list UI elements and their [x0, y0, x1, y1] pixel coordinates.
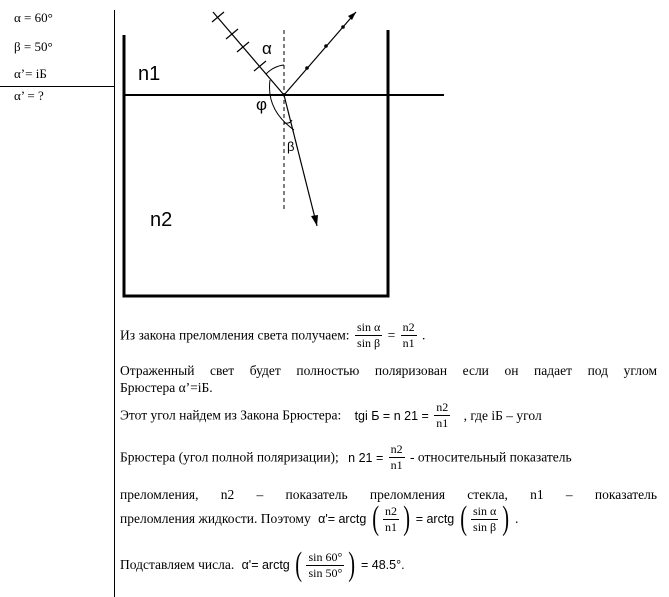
arctg-formula-2: = arctg [415, 512, 455, 526]
brewster-tail: , где iБ – угол [463, 407, 542, 423]
substitute-text: Подставляем числа. [120, 557, 235, 572]
paren-close-3: ) [348, 546, 356, 583]
fraction-sin [355, 320, 382, 351]
given-alpha: α = 60° [14, 10, 53, 25]
result-value: = 48.5°. [360, 558, 405, 572]
frac-arctg-num: n2 [384, 503, 397, 518]
solution-line-7 [120, 548, 405, 582]
fraction-n-arctg [383, 504, 399, 535]
brewster-desc: Брюстера (угол полной поляризации); [120, 449, 339, 465]
reflected-arrowhead [348, 12, 356, 20]
equals-sign: = [387, 327, 396, 343]
paren-open-1: ( [371, 500, 379, 537]
frac-n21-num: n2 [390, 442, 403, 456]
solution-line-5: преломления, n2 – показатель преломления стекла, n1 – показатель [120, 487, 657, 502]
paren-open-3: ( [295, 546, 303, 583]
period-2: . [514, 511, 519, 526]
paren-close-2: ) [502, 500, 510, 537]
frac-brewster-num: n2 [436, 400, 449, 414]
beta-label: β [287, 139, 295, 154]
frac-sin-arctg-den: sin β [473, 519, 497, 534]
fraction-n21 [389, 442, 405, 473]
frac-sin60: sin 60° [308, 549, 343, 564]
alpha-label: α [262, 39, 272, 58]
given-beta: β = 50° [14, 39, 53, 54]
n21-formula: n 21 = [348, 450, 384, 465]
frac-sin50: sin 50° [308, 565, 343, 580]
solution-para-2a: Отраженный свет будет полностью поляризован если он падает под углом [120, 363, 657, 378]
fraction-n-brewster [434, 400, 450, 431]
frac-n-num: n2 [402, 320, 415, 334]
frac-arctg-den: n1 [384, 519, 397, 534]
snell-intro: Из закона преломления света получаем: [120, 327, 350, 343]
solution-line-3 [120, 400, 657, 431]
refracted-arrowhead [311, 215, 318, 226]
frac-brewster-den: n1 [436, 416, 449, 430]
period: . [421, 327, 426, 343]
arctg-formula-1: α'= arctg [318, 512, 367, 526]
paren-close-1: ) [403, 500, 411, 537]
solution-line-4 [120, 442, 572, 473]
alpha-arc [266, 65, 284, 74]
frac-n21-den: n1 [390, 458, 403, 472]
reflected-ray [284, 12, 356, 95]
given-condition: α’= iБ [14, 66, 47, 81]
paren-open-2: ( [459, 500, 467, 537]
fraction-n [401, 320, 417, 351]
find-value: α’ = ? [14, 88, 44, 103]
phi-label: φ [256, 95, 268, 114]
incident-ray [213, 12, 284, 95]
brewster-formula: tgi Б = n 21 = [354, 408, 429, 423]
arctg-formula-3: α'= arctg [241, 558, 290, 572]
n2-label: n2 [150, 209, 173, 231]
frac-n-den: n1 [402, 336, 415, 350]
fraction-sin-numbers [306, 550, 344, 581]
solution-line-1 [120, 320, 425, 351]
n21-desc: - относительный показатель [410, 449, 572, 465]
brewster-intro: Этот угол найдем из Закона Брюстера: [120, 407, 342, 423]
fraction-sin-arctg [471, 504, 498, 535]
solution-line-6 [120, 502, 518, 536]
therefore-text: преломления жидкости. Поэтому [120, 511, 311, 526]
n1-label: n1 [138, 63, 161, 85]
frac-sin-den: sin β [357, 336, 381, 350]
solution-para-2b: Брюстера α’=iБ. [120, 380, 213, 395]
frac-sin-arctg-num: sin α [472, 503, 497, 518]
frac-sin-num: sin α [356, 320, 381, 334]
refracted-ray [284, 95, 317, 226]
